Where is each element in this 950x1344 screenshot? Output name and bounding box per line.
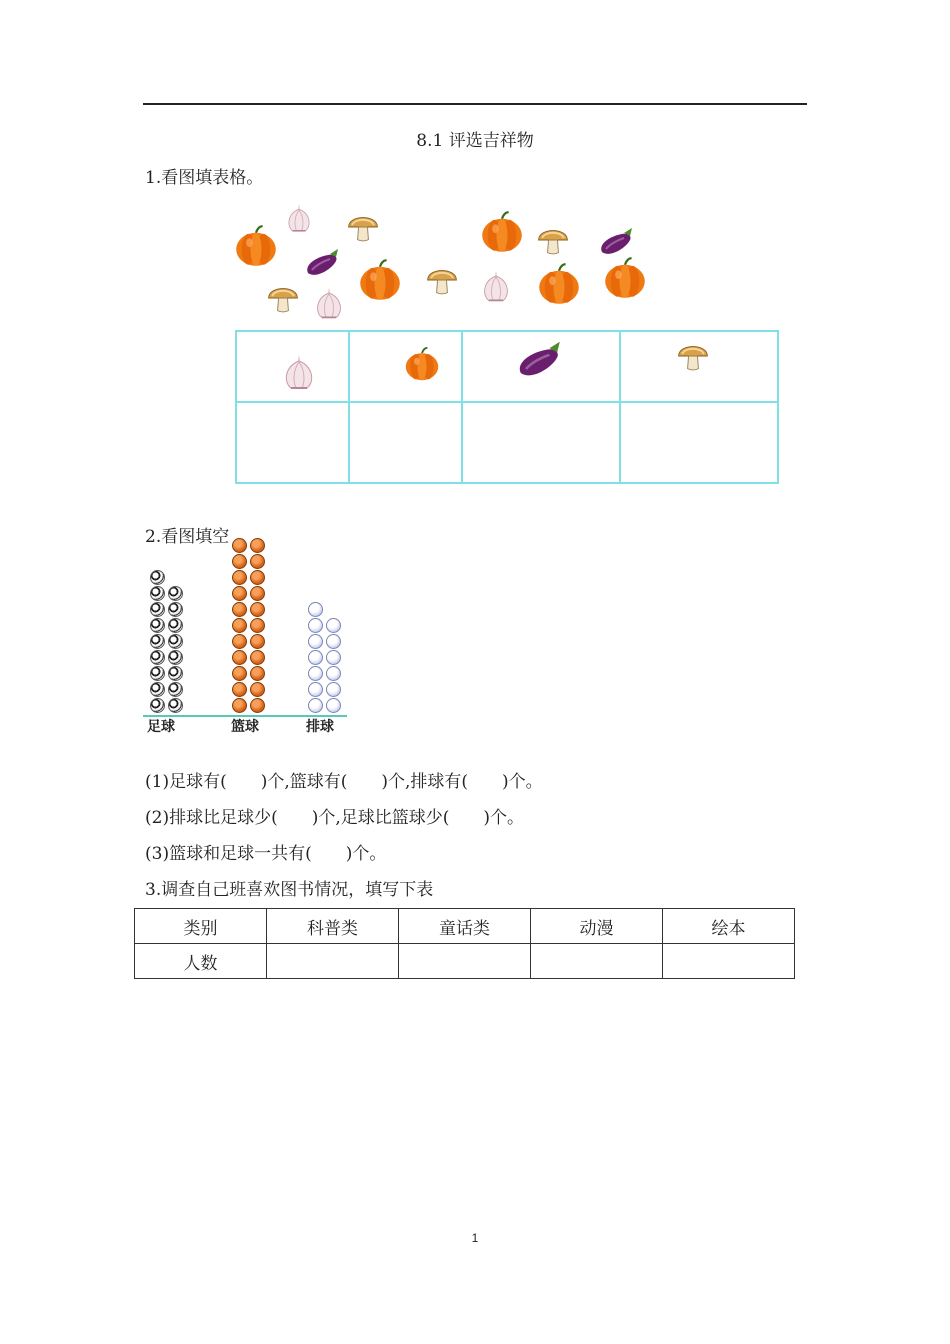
q1-answer-garlic[interactable] [236,402,349,483]
label-soccer: 足球 [147,719,175,735]
basket-ball [250,682,265,697]
label-volleyball: 排球 [306,719,334,735]
volley-ball [308,698,323,713]
basket-ball [250,666,265,681]
volley-ball [326,634,341,649]
mushroom-icon [424,262,460,298]
garlic-icon [279,352,319,396]
basket-ball [232,618,247,633]
basket-ball [250,602,265,617]
soccer-ball [150,570,165,585]
soccer-ball [150,586,165,601]
q3-cell: 绘本 [663,909,795,944]
garlic-icon [478,268,514,304]
soccer-ball [150,618,165,633]
q1-answer-row [236,402,778,483]
pumpkin-icon [358,258,402,302]
volley-ball [308,602,323,617]
q3-cell: 人数 [135,944,267,979]
basket-ball [232,650,247,665]
q3-table [134,908,795,979]
pumpkin-icon [234,224,278,268]
q1-heading: 1.看图填表格。 [145,168,264,188]
soccer-ball [150,666,165,681]
pumpkin-icon [537,262,581,306]
basket-ball [232,538,247,553]
volley-ball [326,666,341,681]
basket-ball [250,538,265,553]
soccer-ball [168,650,183,665]
basket-ball [232,586,247,601]
q3-row-category [135,909,795,944]
q2-line-2: (2)排球比足球少( )个,足球比篮球少( )个。 [145,808,525,828]
basket-ball [250,554,265,569]
soccer-ball [168,618,183,633]
page-number: 1 [471,1231,479,1245]
basket-ball [232,682,247,697]
mushroom-icon [265,280,301,316]
soccer-ball [168,634,183,649]
q1-table [235,330,779,484]
mushroom-icon [345,209,381,245]
pumpkin-icon [603,256,647,300]
basket-ball [232,634,247,649]
q3-row-count [135,944,795,979]
garlic-icon [311,285,347,321]
q3-cell: 童话类 [399,909,531,944]
q1-icon-row [236,331,778,402]
basket-ball [250,634,265,649]
q1-answer-pumpkin[interactable] [349,402,462,483]
q1-answer-mushroom[interactable] [620,402,778,483]
q3-answer-cell[interactable] [399,944,531,979]
q1-cell-eggplant [462,331,620,402]
volley-ball [326,650,341,665]
q1-cell-pumpkin [349,331,462,402]
pumpkin-icon [480,210,524,254]
volley-ball [326,698,341,713]
volley-ball [326,682,341,697]
basket-ball [232,602,247,617]
soccer-ball [150,602,165,617]
soccer-ball [150,698,165,713]
soccer-ball [150,634,165,649]
garlic-icon [283,202,315,234]
eggplant-icon [513,334,565,390]
soccer-ball [168,602,183,617]
soccer-ball [168,698,183,713]
soccer-ball [168,666,183,681]
basket-ball [250,650,265,665]
basket-ball [232,554,247,569]
mushroom-icon [675,338,711,378]
pumpkin-icon [404,346,440,386]
page-title: 8.1 评选吉祥物 [416,131,534,151]
q3-cell: 动漫 [531,909,663,944]
volley-ball [326,618,341,633]
q2-line-1: (1)足球有( )个,篮球有( )个,排球有( )个。 [145,772,543,792]
q3-cell: 类别 [135,909,267,944]
soccer-ball [168,586,183,601]
basket-ball [250,618,265,633]
eggplant-icon [302,243,342,283]
basket-ball [232,570,247,585]
q2-heading: 2.看图填空 [145,527,230,547]
q3-cell: 科普类 [267,909,399,944]
q3-heading: 3.调查自己班喜欢图书情况，填写下表 [145,880,434,900]
q3-answer-cell[interactable] [267,944,399,979]
basket-ball [250,570,265,585]
basket-ball [250,698,265,713]
soccer-ball [168,682,183,697]
volley-ball [308,666,323,681]
volley-ball [308,618,323,633]
volley-ball [308,650,323,665]
volley-ball [308,682,323,697]
basket-ball [232,666,247,681]
volley-ball [308,634,323,649]
label-basketball: 篮球 [231,719,259,735]
q2-line-3: (3)篮球和足球一共有( )个。 [145,844,387,864]
q3-answer-cell[interactable] [663,944,795,979]
q1-answer-eggplant[interactable] [462,402,620,483]
basket-ball [250,586,265,601]
basket-ball [232,698,247,713]
mushroom-icon [535,222,571,258]
q1-cell-garlic [236,331,349,402]
soccer-ball [150,650,165,665]
soccer-ball [150,682,165,697]
header-rule [143,103,807,105]
q3-answer-cell[interactable] [531,944,663,979]
q1-cell-mushroom [620,331,778,402]
